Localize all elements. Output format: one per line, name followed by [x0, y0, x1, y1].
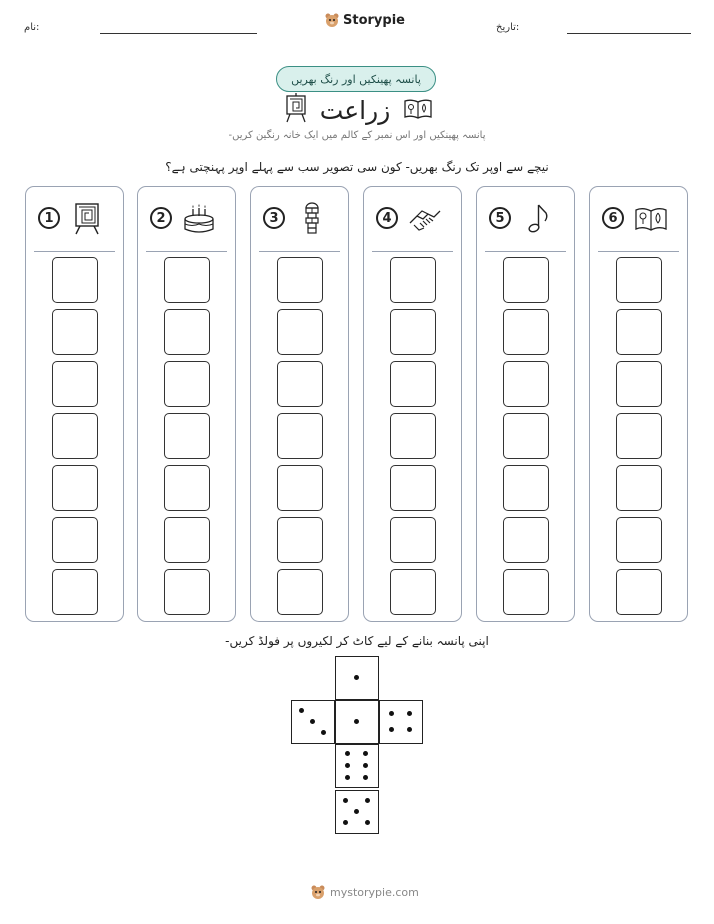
- dice-pip: [389, 727, 394, 732]
- date-label: تاریخ:: [496, 22, 520, 33]
- dice-face-5: [335, 790, 379, 834]
- color-box[interactable]: [503, 257, 549, 303]
- color-box[interactable]: [616, 465, 662, 511]
- dice-face-6: [335, 744, 379, 788]
- maze-easel-icon: [70, 201, 104, 235]
- open-book-flower-icon: [634, 201, 668, 235]
- column-header: [477, 187, 574, 251]
- brand-name: Storypie: [343, 12, 405, 28]
- color-box[interactable]: [390, 465, 436, 511]
- subtitle: پانسہ پھینکیں اور اس نمبر کے کالم میں ایک خانہ رنگین کریں-: [228, 130, 486, 141]
- handshake-icon: [408, 201, 442, 235]
- dice-pip: [321, 730, 326, 735]
- dice-face-1: [335, 700, 379, 744]
- dice-pip: [363, 763, 368, 768]
- footer: [310, 884, 419, 900]
- color-box[interactable]: [503, 413, 549, 459]
- dice-face-3: [291, 700, 335, 744]
- dice-pip: [365, 820, 370, 825]
- dice-pip: [310, 719, 315, 724]
- color-box[interactable]: [277, 465, 323, 511]
- color-box[interactable]: [390, 309, 436, 355]
- color-box[interactable]: [164, 517, 210, 563]
- dice-pip: [363, 775, 368, 780]
- color-box[interactable]: [616, 257, 662, 303]
- column-header: [138, 187, 235, 251]
- color-box[interactable]: [52, 413, 98, 459]
- dice-pip: [299, 708, 304, 713]
- color-box[interactable]: [277, 413, 323, 459]
- open-book-flower-icon: [403, 96, 433, 120]
- color-box[interactable]: [616, 413, 662, 459]
- color-box[interactable]: [616, 517, 662, 563]
- dice-pip: [354, 675, 359, 680]
- column-divider: [259, 251, 340, 252]
- column-divider: [598, 251, 679, 252]
- dice-face-4: [379, 700, 423, 744]
- instruction: نیچے سے اوپر تک رنگ بھریں- کون سی تصویر سب سے پہلے اوپر پہنچتی ہے؟: [165, 160, 549, 174]
- color-box[interactable]: [52, 465, 98, 511]
- color-box[interactable]: [164, 465, 210, 511]
- dice-pip: [354, 719, 359, 724]
- color-box[interactable]: [277, 569, 323, 615]
- dice-column-1: [25, 186, 124, 622]
- birthday-cake-icon: [182, 201, 216, 235]
- color-box[interactable]: [503, 465, 549, 511]
- color-box[interactable]: [52, 517, 98, 563]
- color-box[interactable]: [52, 361, 98, 407]
- dice-pip: [345, 775, 350, 780]
- bear-logo-icon: [310, 884, 326, 900]
- column-number: 2: [150, 207, 172, 229]
- column-number: 3: [263, 207, 285, 229]
- color-box[interactable]: [503, 517, 549, 563]
- column-header: [364, 187, 461, 251]
- dice-face-1: [335, 656, 379, 700]
- color-box[interactable]: [277, 517, 323, 563]
- color-box[interactable]: [277, 257, 323, 303]
- color-box[interactable]: [616, 309, 662, 355]
- dice-column-2: [137, 186, 236, 622]
- brand-logo: [324, 12, 405, 28]
- hopscotch-icon: [295, 201, 329, 235]
- bear-logo-icon: [324, 12, 340, 28]
- color-box[interactable]: [52, 569, 98, 615]
- dice-pip: [365, 798, 370, 803]
- color-box[interactable]: [503, 309, 549, 355]
- color-box[interactable]: [277, 309, 323, 355]
- dice-pip: [407, 711, 412, 716]
- color-box[interactable]: [164, 413, 210, 459]
- name-field-line[interactable]: [100, 33, 257, 34]
- dice-pip: [345, 763, 350, 768]
- color-box[interactable]: [616, 361, 662, 407]
- column-number: 4: [376, 207, 398, 229]
- color-box[interactable]: [277, 361, 323, 407]
- color-box[interactable]: [164, 569, 210, 615]
- color-box[interactable]: [616, 569, 662, 615]
- date-field-line[interactable]: [567, 33, 691, 34]
- dice-pip: [363, 751, 368, 756]
- color-box[interactable]: [503, 569, 549, 615]
- column-header: [26, 187, 123, 251]
- dice-column-3: [250, 186, 349, 622]
- column-header: [590, 187, 687, 251]
- color-box[interactable]: [390, 517, 436, 563]
- pill-label: پانسہ پھینکیں اور رنگ بھریں: [276, 66, 436, 92]
- color-box[interactable]: [52, 309, 98, 355]
- dice-pip: [343, 798, 348, 803]
- footer-url: mystorypie.com: [330, 885, 419, 899]
- color-box[interactable]: [164, 257, 210, 303]
- dice-pip: [345, 751, 350, 756]
- page-title: زراعت: [319, 95, 391, 125]
- column-divider: [372, 251, 453, 252]
- column-divider: [34, 251, 115, 252]
- dice-column-4: [363, 186, 462, 622]
- column-number: 5: [489, 207, 511, 229]
- column-number: 6: [602, 207, 624, 229]
- dice-column-5: [476, 186, 575, 622]
- color-box[interactable]: [390, 361, 436, 407]
- color-box[interactable]: [52, 257, 98, 303]
- column-divider: [146, 251, 227, 252]
- music-note-icon: [521, 201, 555, 235]
- color-box[interactable]: [390, 257, 436, 303]
- color-box[interactable]: [503, 361, 549, 407]
- column-header: [251, 187, 348, 251]
- dice-pip: [343, 820, 348, 825]
- name-label: نام:: [24, 22, 40, 33]
- column-divider: [485, 251, 566, 252]
- fold-instruction: اپنی پانسہ بنانے کے لیے کاٹ کر لکیروں پر فولڈ کریں-: [225, 634, 489, 648]
- color-box[interactable]: [164, 361, 210, 407]
- dice-pip: [389, 711, 394, 716]
- dice-pip: [407, 727, 412, 732]
- color-box[interactable]: [164, 309, 210, 355]
- color-box[interactable]: [390, 413, 436, 459]
- color-box[interactable]: [390, 569, 436, 615]
- column-number: 1: [38, 207, 60, 229]
- dice-pip: [354, 809, 359, 814]
- dice-column-6: [589, 186, 688, 622]
